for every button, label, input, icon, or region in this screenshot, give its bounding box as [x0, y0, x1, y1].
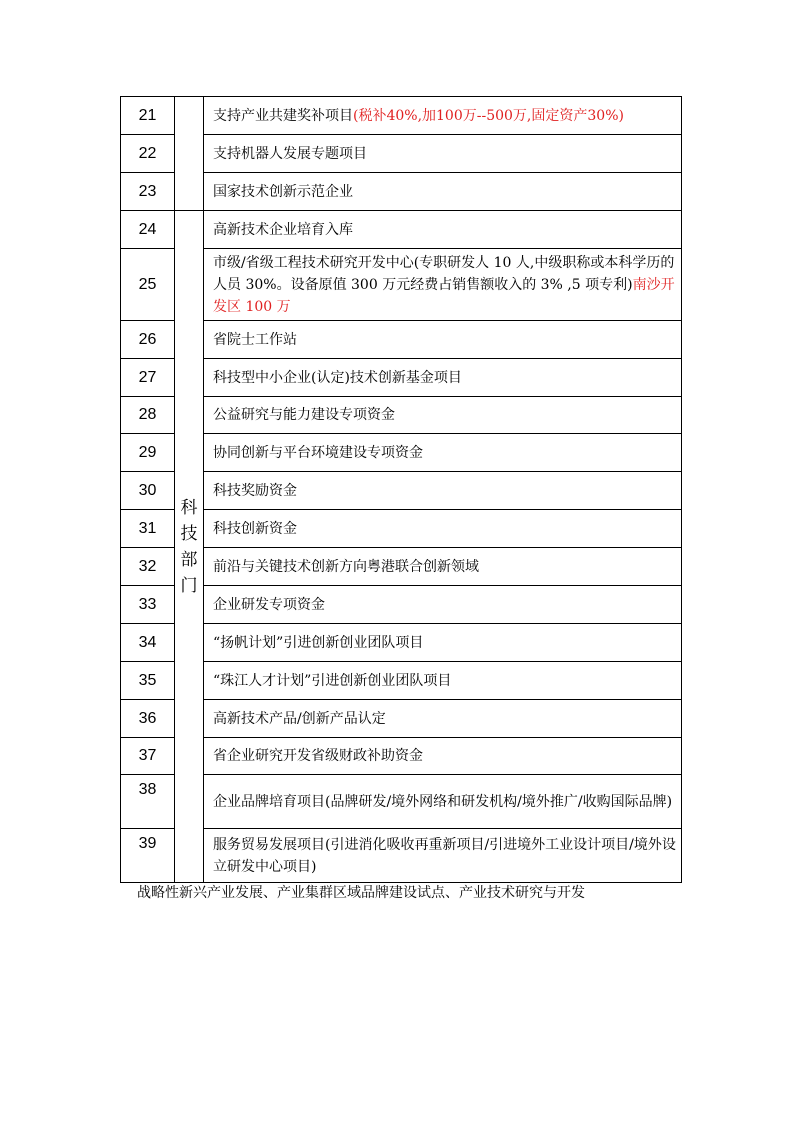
row-number: 32: [121, 548, 175, 586]
table-row: [121, 624, 682, 662]
table-row: [121, 510, 682, 548]
project-name: 国家技术创新示范企业: [204, 173, 682, 211]
table-row: [121, 775, 682, 829]
project-name: 市级/省级工程技术研究开发中心(专职研发人 10 人,中级职称或本科学历的人员 30%。设备原值 300 万元经费占销售额收入的 3% ,5 项专利): [213, 254, 675, 293]
table-row: [121, 97, 682, 135]
table-row: [121, 173, 682, 211]
project-name: 公益研究与能力建设专项资金: [204, 397, 682, 434]
department-cell: [175, 211, 204, 883]
footer-text: 战略性新兴产业发展、产业集群区域品牌建设试点、产业技术研究与开发: [137, 885, 585, 901]
project-name: 科技奖励资金: [204, 472, 682, 510]
row-number: 27: [121, 359, 175, 397]
row-number: 24: [121, 211, 175, 249]
project-cell: [204, 249, 682, 321]
table-row: [121, 135, 682, 173]
row-number: 31: [121, 510, 175, 548]
project-note: 南沙开发区 100 万: [213, 276, 675, 315]
table-row: [121, 586, 682, 624]
row-number: 23: [121, 173, 175, 211]
row-number: 29: [121, 434, 175, 472]
table-row: [121, 249, 682, 321]
row-number: 39: [121, 829, 175, 883]
row-number: 22: [121, 135, 175, 173]
row-number: 38: [121, 775, 175, 829]
funding-projects-table: [120, 96, 682, 883]
row-number: 25: [121, 249, 175, 321]
row-number: 35: [121, 662, 175, 700]
project-name: 支持产业共建奖补项目: [213, 107, 353, 124]
table-row: [121, 738, 682, 775]
table-row: [121, 829, 682, 883]
department-char: 技: [180, 523, 198, 544]
row-number: 34: [121, 624, 175, 662]
project-name: 企业品牌培育项目(品牌研发/境外网络和研发机构/境外推广/收购国际品牌): [204, 775, 682, 829]
project-name: 科技型中小企业(认定)技术创新基金项目: [204, 359, 682, 397]
department-char: 部: [180, 549, 198, 570]
row-number: 28: [121, 397, 175, 434]
row-number: 33: [121, 586, 175, 624]
project-name: 省企业研究开发省级财政补助资金: [204, 738, 682, 775]
row-number: 26: [121, 321, 175, 359]
row-number: 21: [121, 97, 175, 135]
row-number: 30: [121, 472, 175, 510]
table-row: [121, 397, 682, 434]
row-number: 36: [121, 700, 175, 738]
table-row: [121, 211, 682, 249]
project-name: 服务贸易发展项目(引进消化吸收再重新项目/引进境外工业设计项目/境外设立研发中心项目): [204, 829, 682, 883]
table-row: [121, 548, 682, 586]
table-row: [121, 662, 682, 700]
table-row: [121, 472, 682, 510]
project-name: 企业研发专项资金: [204, 586, 682, 624]
department-char: 科: [180, 497, 198, 518]
table-row: [121, 359, 682, 397]
table-row: [121, 321, 682, 359]
table-row: [121, 434, 682, 472]
project-name: “珠江人才计划”引进创新创业团队项目: [204, 662, 682, 700]
table-row: [121, 700, 682, 738]
project-name: 科技创新资金: [204, 510, 682, 548]
project-name: “扬帆计划”引进创新创业团队项目: [204, 624, 682, 662]
project-name: 前沿与关键技术创新方向粤港联合创新领域: [204, 548, 682, 586]
department-char: 门: [180, 575, 198, 596]
department-cell-empty: [175, 97, 204, 211]
project-name: 高新技术产品/创新产品认定: [204, 700, 682, 738]
project-name: 高新技术企业培育入库: [204, 211, 682, 249]
project-name: 省院士工作站: [204, 321, 682, 359]
project-cell: [204, 97, 682, 135]
project-note: (税补40%,加100万--500万,固定资产30%): [353, 107, 624, 124]
project-name: 协同创新与平台环境建设专项资金: [204, 434, 682, 472]
row-number: 37: [121, 738, 175, 775]
project-name: 支持机器人发展专题项目: [204, 135, 682, 173]
